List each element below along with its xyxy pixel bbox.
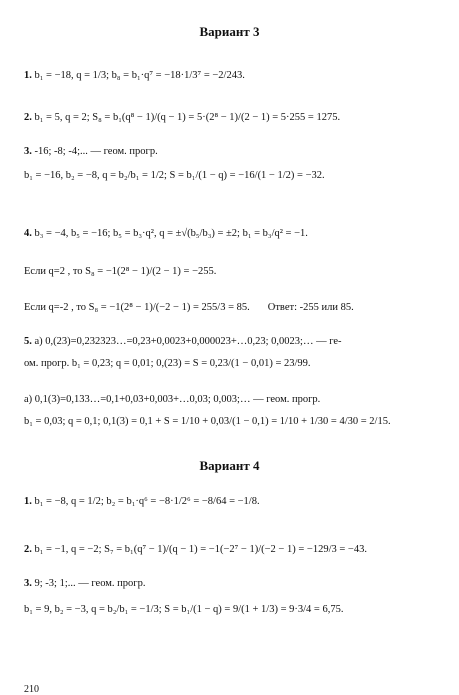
problem-text: а) 0,(23)=0,232323…=0,23+0,0023+0,000023+…0,23; 0,0023;… — ге- [34,336,342,347]
v3-problem-5-a-line2: ом. прогр. b₁ = 0,23; q = 0,01; 0,(23) = S = 0,23/(1 − 0,01) = 23/99. [24,358,311,369]
problem-text: b₁ = −18, q = 1/3; b₈ = b₁·q⁷ = −18·1/3⁷ = −2/243. [34,70,245,81]
v3-problem-2 [24,112,340,124]
problem-number: 4. [24,228,32,239]
problem-number: 1. [24,496,32,507]
v3-problem-3-intro [24,146,158,158]
v3-problem-4-line3 [24,302,354,314]
v3-problem-3-calc: b₁ = −16, b₂ = −8, q = b₂/b₁ = 1/2; S = b₁/(1 − q) = −16/(1 − 1/2) = −32. [24,170,325,181]
problem-text: 9; -3; 1;... — геом. прогр. [34,578,146,589]
v3-problem-5-b-line2: b₁ = 0,03; q = 0,1; 0,1(3) = 0,1 + S = 1/10 + 0,03/(1 − 0,1) = 1/10 + 1/30 = 4/30 = 2/15. [24,416,391,427]
v3-problem-5-a-line1 [24,336,342,348]
problem-number: 2. [24,112,32,123]
problem-number: 5. [24,336,32,347]
problem-number: 3. [24,578,32,589]
problem-text: b₁ = −8, q = 1/2; b₂ = b₁·q⁶ = −8·1/2⁶ = −8/64 = −1/8. [34,496,260,507]
problem-text: -16; -8; -4;... — геом. прогр. [34,146,158,157]
v3-problem-4-line2: Если q=2 , то S₈ = −1(2⁸ − 1)/(2 − 1) = −255. [24,266,217,277]
v4-problem-2 [24,544,367,556]
v4-problem-1 [24,496,260,508]
variant-3-heading: Вариант 3 [199,24,260,39]
variant-4-heading: Вариант 4 [199,458,260,473]
v4-problem-3-calc: b₁ = 9, b₂ = −3, q = b₂/b₁ = −1/3; S = b₁/(1 − q) = 9/(1 + 1/3) = 9·3/4 = 6,75. [24,604,344,615]
v3-problem-5-b-line1: а) 0,1(3)=0,133…=0,1+0,03+0,003+…0,03; 0,003;… — геом. прогр. [24,394,321,405]
v3-problem-1 [24,70,245,82]
v3-problem-4-line1 [24,228,308,240]
problem-number: 2. [24,544,32,555]
answer-text: Ответ: -255 или 85. [267,302,354,313]
problem-text: b₁ = 5, q = 2; S₈ = b₁(q⁸ − 1)/(q − 1) = 5·(2⁸ − 1)/(2 − 1) = 5·255 = 1275. [34,112,341,123]
problem-number: 3. [24,146,32,157]
v4-problem-3-intro [24,578,145,590]
problem-number: 1. [24,70,32,81]
problem-text: b₃ = −4, b₅ = −16; b₅ = b₃·q², q = ±√(b₅/b₃) = ±2; b₁ = b₃/q² = −1. [34,228,308,239]
problem-text: Если q=-2 , то S₈ = −1(2⁸ − 1)/(−2 − 1) = 255/3 = 85. [24,302,250,313]
page-number: 210 [24,684,39,695]
problem-text: b₁ = −1, q = −2; S₇ = b₁(q⁷ − 1)/(q − 1) = −1(−2⁷ − 1)/(−2 − 1) = −129/3 = −43. [34,544,367,555]
